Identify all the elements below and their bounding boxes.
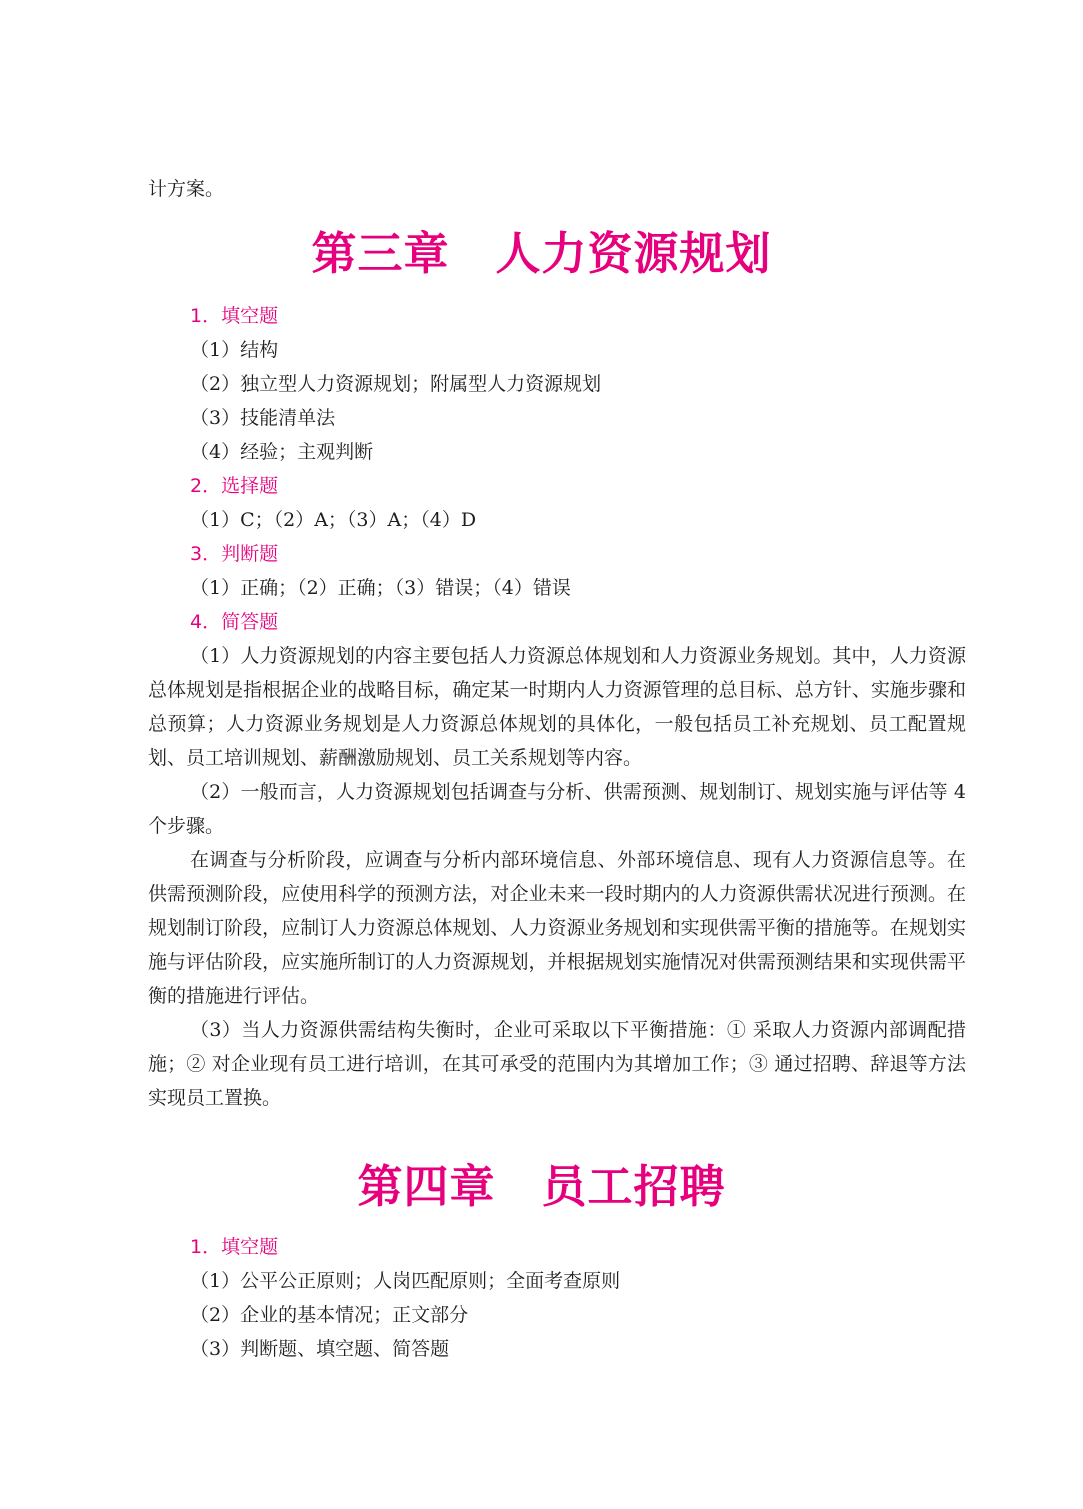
answer-paragraph: （1）人力资源规划的内容主要包括人力资源总体规划和人力资源业务规划。其中，人力资源总体规划是指根据企业的战略目标，确定某一时期内人力资源管理的总目标、总方针、实施步骤和总预算；人力资源业务规划是人力资源总体规划的具体化，一般包括员工补充规划、员工配置规划、员工培训规划、薪酬激励规划、员工关系规划等内容。 <box>148 645 966 769</box>
answer-item: （3）技能清单法 <box>190 407 336 429</box>
answer-item: （4）经验；主观判断 <box>190 441 374 463</box>
answer-paragraph: （3）当人力资源供需结构失衡时，企业可采取以下平衡措施：① 采取人力资源内部调配措施；② 对企业现有员工进行培训，在其可承受的范围内为其增加工作；③ 通过招聘、辞退等方法实现员工置换。 <box>148 1019 966 1109</box>
section-heading-short-answer: 4．简答题 <box>190 611 279 633</box>
section-heading-fill-blank: 1．填空题 <box>190 1236 279 1258</box>
answer-item: （2）独立型人力资源规划；附属型人力资源规划 <box>190 373 602 395</box>
answer-item: （3）判断题、填空题、简答题 <box>190 1338 450 1360</box>
chapter-3-body <box>148 299 966 1115</box>
answer-item: （1）C；（2）A；（3）A；（4）D <box>190 509 477 531</box>
answer-paragraph: （2）一般而言，人力资源规划包括调查与分析、供需预测、规划制订、规划实施与评估等 4 个步骤。 <box>148 781 966 837</box>
paragraph-text: 计方案。 <box>148 178 225 200</box>
answer-item: （1）公平公正原则；人岗匹配原则；全面考查原则 <box>190 1270 621 1292</box>
answer-item: （2）企业的基本情况；正文部分 <box>190 1304 469 1326</box>
answer-item: （1）结构 <box>190 339 279 361</box>
answer-item: （1）正确；（2）正确；（3）错误；（4）错误 <box>190 577 571 599</box>
chapter-3-title: 第三章 人力资源规划 <box>311 227 772 280</box>
chapter-4-title: 第四章 员工招聘 <box>357 1160 726 1213</box>
section-heading-judgement: 3．判断题 <box>190 543 279 565</box>
previous-paragraph-tail <box>148 172 966 206</box>
answer-paragraph: 在调查与分析阶段，应调查与分析内部环境信息、外部环境信息、现有人力资源信息等。在供需预测阶段，应使用科学的预测方法，对企业未来一段时期内的人力资源供需状况进行预测。在规划制订阶段，应制订人力资源总体规划、人力资源业务规划和实现供需平衡的措施等。在规划实施与评估阶段，应实施所制订的人力资源规划，并根据规划实施情况对供需预测结果和实现供需平衡的措施进行评估。 <box>148 849 966 1007</box>
section-heading-choice: 2．选择题 <box>190 475 279 497</box>
chapter-4-body <box>148 1230 966 1366</box>
section-heading-fill-blank: 1．填空题 <box>190 305 279 327</box>
